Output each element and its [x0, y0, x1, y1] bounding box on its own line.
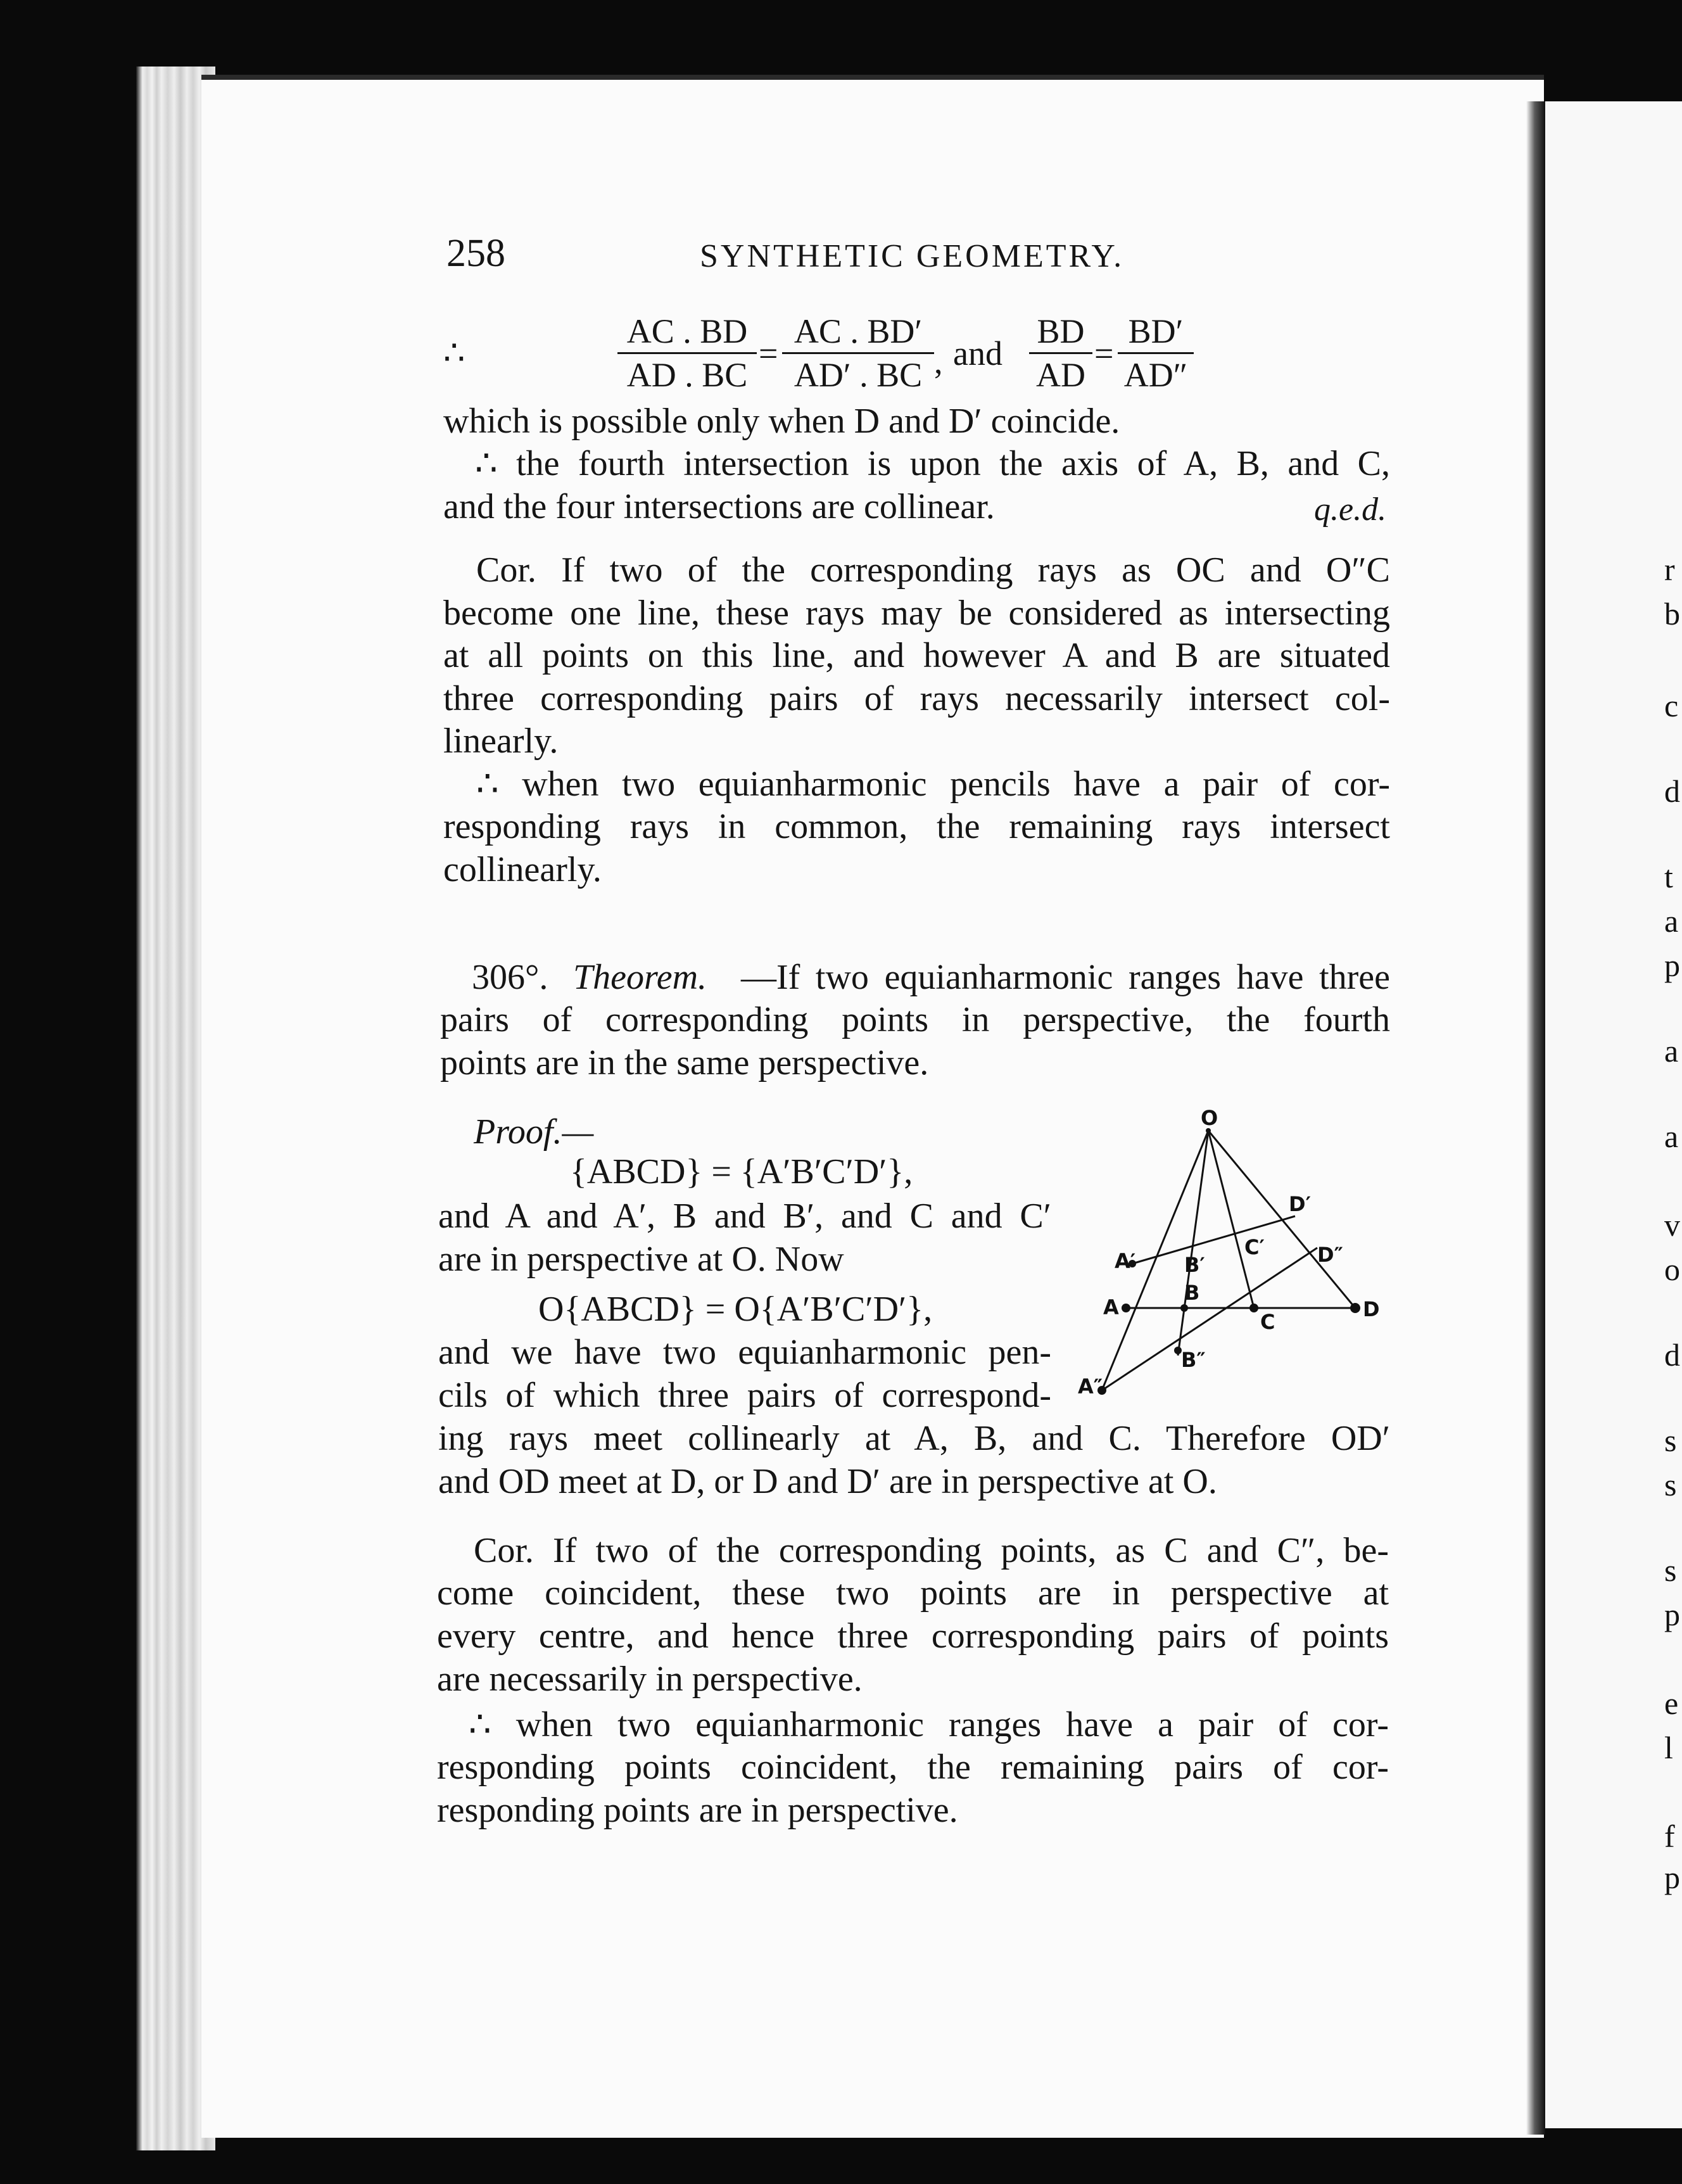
book-gutter — [1526, 101, 1545, 2135]
text-line: come coincident, these two points are in perspective at — [437, 1573, 1389, 1613]
facing-page-fragment: p — [1664, 1860, 1680, 1895]
facing-page-fragment: p — [1664, 948, 1680, 983]
fraction-bar — [782, 352, 934, 354]
text-line: ∴ when two equianharmonic ranges have a pair of cor- — [469, 1705, 1389, 1744]
facing-page-fragment: a — [1664, 1119, 1679, 1154]
facing-page-fragment: l — [1664, 1730, 1673, 1765]
label-A: A — [1103, 1295, 1119, 1319]
facing-page-fragment: o — [1664, 1252, 1680, 1287]
text-line: collinearly. — [443, 850, 602, 889]
facing-page-fragment: b — [1664, 596, 1680, 632]
text-line: Cor. If two of the corresponding rays as OC and O″C — [476, 550, 1390, 590]
facing-page-fragment: t — [1664, 859, 1673, 894]
text-line: responding points coincident, the remaining pairs of cor- — [437, 1748, 1389, 1787]
facing-page-fragment: s — [1664, 1423, 1677, 1458]
facing-page-fragment: d — [1664, 1337, 1680, 1373]
facing-page-fragment: c — [1664, 688, 1679, 723]
text-line: become one line, these rays may be considered as intersecting — [443, 594, 1390, 633]
and-word: and — [953, 334, 1002, 372]
geometry-figure — [1051, 1102, 1406, 1406]
label-C: C — [1260, 1310, 1275, 1334]
facing-page-fragment: f — [1664, 1819, 1675, 1854]
fraction-2 — [782, 312, 934, 395]
text-line: —If two equianharmonic ranges have three — [741, 958, 1390, 997]
text-line: and the four intersections are collinear. — [443, 487, 995, 526]
fraction-3 — [1029, 312, 1092, 395]
pencil-equation: O{ABCD} = O{A′B′C′D′}, — [538, 1290, 933, 1329]
qed-mark: q.e.d. — [1314, 492, 1387, 528]
running-header: SYNTHETIC GEOMETRY. — [700, 238, 1125, 274]
text-line: Cor. If two of the corresponding points, as C and C″, be- — [474, 1531, 1389, 1570]
fraction-4 — [1118, 312, 1194, 395]
facing-page-fragment: r — [1664, 552, 1675, 587]
therefore-symbol: ∴ — [443, 334, 465, 372]
text-line: and we have two equianharmonic pen- — [438, 1333, 1051, 1372]
facing-page-fragment: e — [1664, 1686, 1679, 1721]
point-A — [1122, 1304, 1130, 1312]
facing-page-fragment: a — [1664, 903, 1679, 939]
comma: , — [934, 343, 943, 381]
label-A1: A′ — [1115, 1249, 1136, 1273]
text-line: pairs of corresponding points in perspective, the fourth — [440, 1000, 1390, 1039]
text-line: ∴ the fourth intersection is upon the axis of A, B, and C, — [475, 444, 1390, 483]
page-number: 258 — [446, 232, 505, 275]
text-line: responding points are in perspective. — [437, 1791, 958, 1830]
theorem-label: Theorem. — [573, 958, 707, 997]
set-equation: {ABCD} = {A′B′C′D′}, — [570, 1152, 913, 1191]
fraction-numerator: AC . BD — [626, 312, 748, 350]
fraction-denominator: AD″ — [1123, 356, 1188, 394]
fraction-bar — [1118, 352, 1194, 354]
fraction-denominator: AD . BC — [626, 356, 748, 394]
point-B — [1180, 1304, 1188, 1312]
text-line: at all points on this line, and however A and B are situated — [443, 636, 1390, 675]
text-line: ing rays meet collinearly at A, B, and C. Therefore OD′ — [438, 1419, 1390, 1458]
line-A1B1C1D1 — [1132, 1216, 1295, 1264]
facing-page-fragment: s — [1664, 1467, 1677, 1502]
text-line: are necessarily in perspective. — [437, 1660, 863, 1699]
text-line: points are in the same perspective. — [440, 1043, 929, 1082]
equals-sign: = — [759, 334, 778, 372]
text-line: linearly. — [443, 721, 559, 761]
text-line: are in perspective at O. Now — [438, 1240, 844, 1279]
facing-page-fragment: d — [1664, 773, 1680, 809]
fraction-bar — [617, 352, 757, 354]
point-C — [1249, 1304, 1258, 1312]
equals-sign: = — [1094, 334, 1114, 372]
fraction-denominator: AD — [1036, 356, 1085, 394]
fraction-bar — [1029, 352, 1092, 354]
page-top-edge — [201, 75, 1544, 80]
text-line: and OD meet at D, or D and D′ are in perspective at O. — [438, 1462, 1217, 1501]
fraction-numerator: BD′ — [1128, 312, 1184, 350]
text-line: ∴ when two equianharmonic pencils have a pair of cor- — [476, 765, 1390, 804]
theorem-number: 306°. — [472, 958, 548, 997]
facing-page — [1545, 101, 1682, 2128]
text-line: responding rays in common, the remaining rays intersect — [443, 807, 1390, 846]
fraction-numerator: AC . BD′ — [794, 312, 923, 350]
label-B1: B′ — [1184, 1253, 1205, 1277]
text-line: every centre, and hence three corresponding pairs of points — [437, 1616, 1389, 1656]
fraction-numerator: BD — [1037, 312, 1085, 350]
proof-label: Proof.— — [474, 1112, 594, 1152]
label-A2: A″ — [1078, 1375, 1103, 1399]
fraction-1 — [617, 312, 757, 395]
label-O: O — [1201, 1106, 1218, 1130]
label-B: B — [1184, 1281, 1200, 1305]
text-line: cils of which three pairs of correspond- — [438, 1376, 1051, 1415]
label-B2: B″ — [1181, 1348, 1206, 1372]
facing-page-fragment: s — [1664, 1552, 1677, 1588]
text-line: and A and A′, B and B′, and C and C′ — [438, 1197, 1051, 1236]
text-line: which is possible only when D and D′ coincide. — [443, 402, 1120, 441]
label-C1: C′ — [1244, 1235, 1265, 1259]
point-D — [1350, 1303, 1360, 1313]
fraction-denominator: AD′ . BC — [794, 356, 923, 394]
facing-page-fragment: a — [1664, 1033, 1679, 1069]
facing-page-fragment: v — [1664, 1207, 1680, 1243]
facing-page-fragment: p — [1664, 1597, 1680, 1632]
label-D: D — [1363, 1297, 1380, 1321]
label-D2: D″ — [1317, 1243, 1343, 1267]
text-line: three corresponding pairs of rays necessarily intersect col- — [443, 679, 1390, 718]
label-D1: D′ — [1289, 1192, 1311, 1216]
